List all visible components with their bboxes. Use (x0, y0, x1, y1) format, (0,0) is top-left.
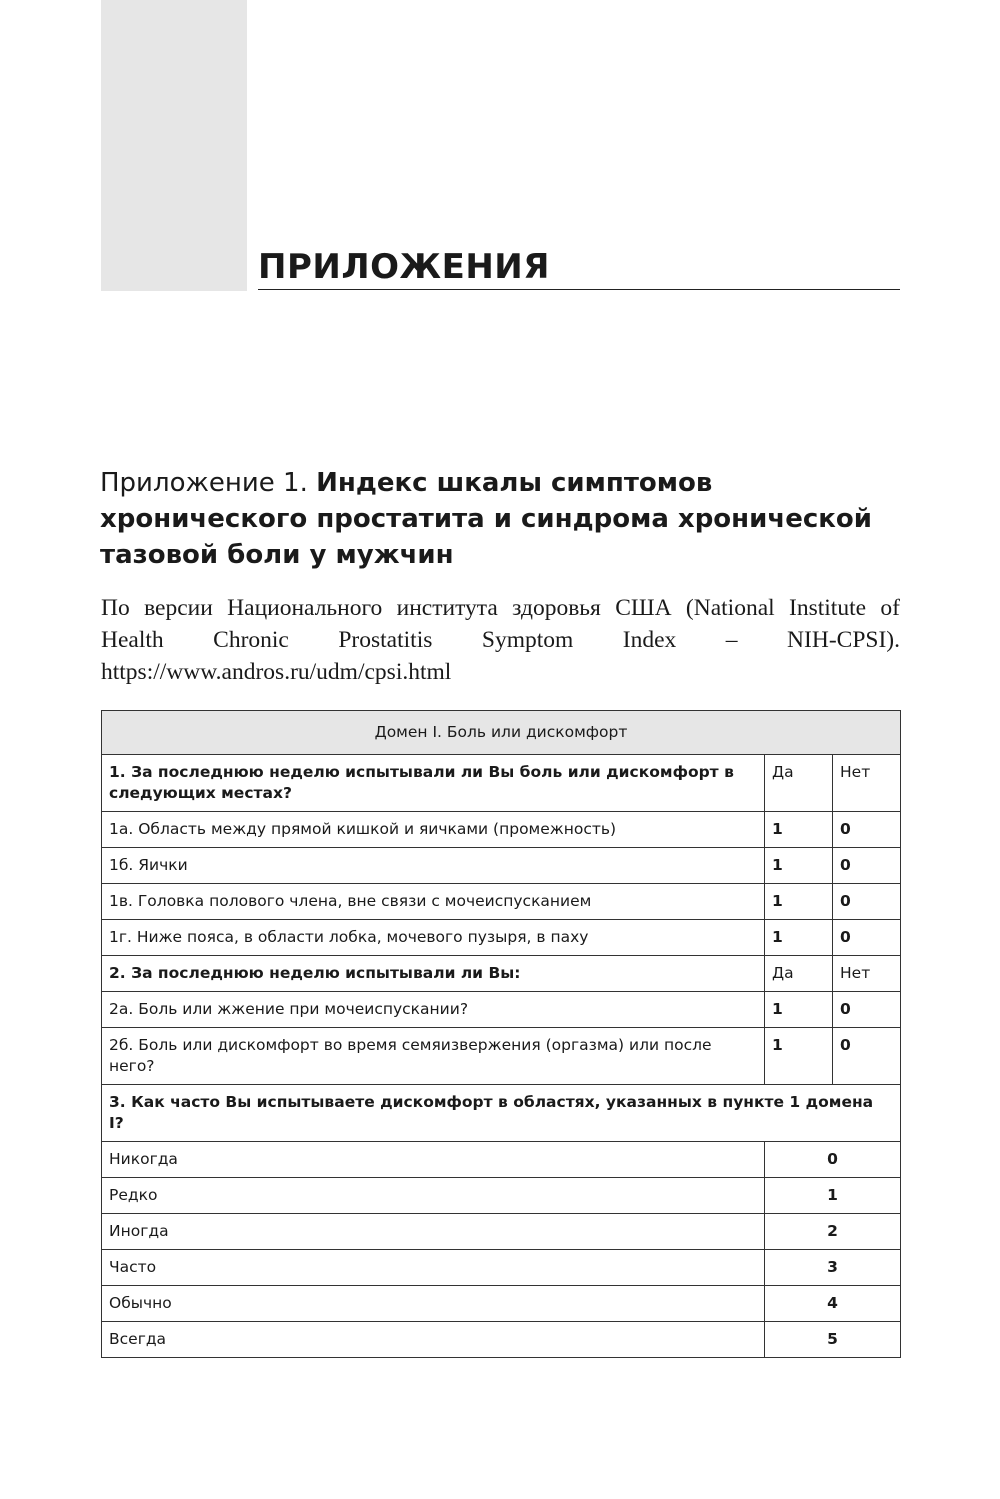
item-text: 2б. Боль или дискомфорт во время семяизвержения (оргазма) или после него? (102, 1028, 765, 1085)
item-no-score: 0 (833, 992, 901, 1028)
item-yes-score: 1 (765, 1028, 833, 1085)
table-row (102, 812, 901, 848)
table-row (102, 1028, 901, 1085)
option-label: Часто (102, 1250, 765, 1286)
table-row (102, 1286, 901, 1322)
table-row (102, 884, 901, 920)
question-3: 3. Как часто Вы испытываете дискомфорт в областях, указанных в пункте 1 домена I? (102, 1085, 901, 1142)
appendix-prefix: Приложение 1. (100, 468, 317, 498)
item-yes-score: 1 (765, 848, 833, 884)
option-score: 3 (765, 1250, 901, 1286)
item-no-score: 0 (833, 848, 901, 884)
table-row (102, 1178, 901, 1214)
option-label: Обычно (102, 1286, 765, 1322)
table-row (102, 1142, 901, 1178)
option-label: Редко (102, 1178, 765, 1214)
table-row (102, 920, 901, 956)
title-rule (258, 289, 900, 290)
item-no-score: 0 (833, 812, 901, 848)
table-row (102, 848, 901, 884)
item-text: 1в. Головка полового члена, вне связи с мочеиспусканием (102, 884, 765, 920)
domain-header: Домен I. Боль или дискомфорт (102, 711, 901, 755)
option-label: Никогда (102, 1142, 765, 1178)
question-row-2 (102, 956, 901, 992)
table-header-row (102, 711, 901, 755)
option-label: Иногда (102, 1214, 765, 1250)
appendix-title: Индекс шкалы симптомов хронического простатита и синдрома хронической тазовой боли у мужчин (100, 468, 872, 570)
question-1-yes-header: Да (765, 755, 833, 812)
item-text: 1г. Ниже пояса, в области лобка, мочевого пузыря, в паху (102, 920, 765, 956)
question-1: 1. За последнюю неделю испытывали ли Вы боль или дискомфорт в следующих местах? (102, 755, 765, 812)
source-paragraph: По версии Национального института здоровья США (National Institute of Health Chronic Prostatitis Symptom Index – NIH-CPSI). https://www.andros.ru/udm/cpsi.html (101, 595, 900, 685)
table-row (102, 992, 901, 1028)
option-label: Всегда (102, 1322, 765, 1358)
item-yes-score: 1 (765, 920, 833, 956)
item-no-score: 0 (833, 920, 901, 956)
option-score: 1 (765, 1178, 901, 1214)
question-2: 2. За последнюю неделю испытывали ли Вы: (102, 956, 765, 992)
question-row-3 (102, 1085, 901, 1142)
item-text: 2а. Боль или жжение при мочеиспускании? (102, 992, 765, 1028)
option-score: 5 (765, 1322, 901, 1358)
item-no-score: 0 (833, 1028, 901, 1085)
table-row (102, 1322, 901, 1358)
option-score: 0 (765, 1142, 901, 1178)
option-score: 2 (765, 1214, 901, 1250)
question-row-1 (102, 755, 901, 812)
table-row (102, 1214, 901, 1250)
symptom-index-table (101, 710, 901, 1358)
appendix-heading (100, 465, 920, 573)
item-no-score: 0 (833, 884, 901, 920)
option-score: 4 (765, 1286, 901, 1322)
table-row (102, 1250, 901, 1286)
question-2-no-header: Нет (833, 956, 901, 992)
decorative-gray-block (101, 0, 247, 291)
item-text: 1б. Яички (102, 848, 765, 884)
item-yes-score: 1 (765, 884, 833, 920)
symptom-index-table-wrap (101, 710, 900, 1358)
item-yes-score: 1 (765, 812, 833, 848)
item-yes-score: 1 (765, 992, 833, 1028)
item-text: 1а. Область между прямой кишкой и яичками (промежность) (102, 812, 765, 848)
question-1-no-header: Нет (833, 755, 901, 812)
section-title: ПРИЛОЖЕНИЯ (258, 247, 550, 287)
question-2-yes-header: Да (765, 956, 833, 992)
